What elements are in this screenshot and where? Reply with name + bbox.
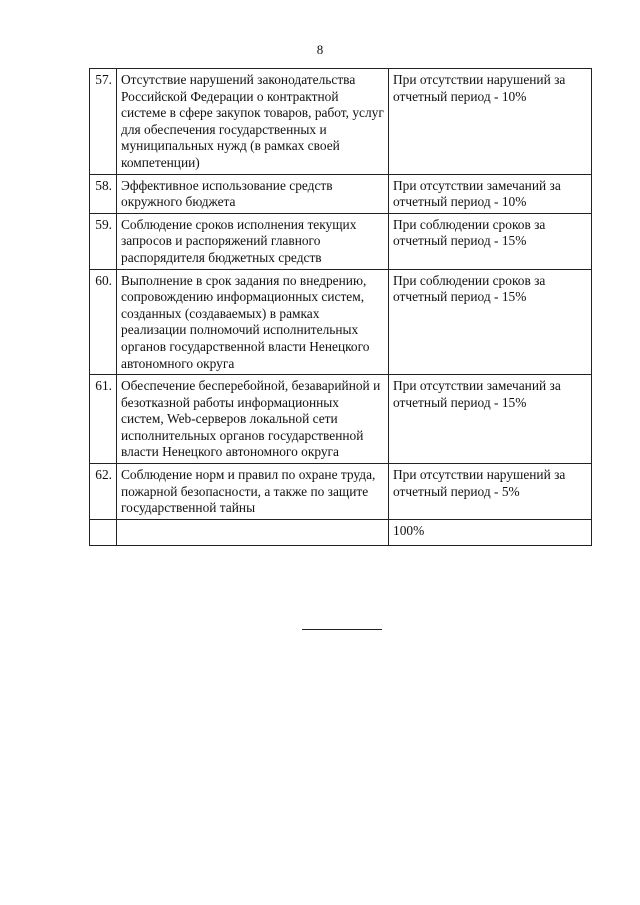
row-number: 58. — [90, 174, 117, 213]
criterion-condition: При отсутствии замечаний за отчетный период - 15% — [389, 375, 592, 464]
row-number: 60. — [90, 269, 117, 375]
table-row — [90, 69, 592, 175]
total-row — [90, 519, 592, 545]
row-number: 59. — [90, 213, 117, 269]
row-number: 61. — [90, 375, 117, 464]
table-row — [90, 375, 592, 464]
criterion-text: Соблюдение сроков исполнения текущих запросов и распоряжений главного распорядителя бюджетных средств — [117, 213, 389, 269]
criterion-condition: При отсутствии замечаний за отчетный период - 10% — [389, 174, 592, 213]
total-value: 100% — [389, 519, 592, 545]
total-text-cell — [117, 519, 389, 545]
criterion-text: Соблюдение норм и правил по охране труда, пожарной безопасности, а также по защите государственной тайны — [117, 464, 389, 520]
table-row — [90, 464, 592, 520]
row-number: 62. — [90, 464, 117, 520]
criteria-table — [89, 68, 592, 546]
criterion-text: Выполнение в срок задания по внедрению, сопровождению информационных систем, созданных (создаваемых) в рамках реализации полномочий исполнительных органов государственной власти Ненецкого автономного округа — [117, 269, 389, 375]
criterion-condition: При соблюдении сроков за отчетный период - 15% — [389, 213, 592, 269]
criterion-condition: При отсутствии нарушений за отчетный период - 10% — [389, 69, 592, 175]
criterion-condition: При отсутствии нарушений за отчетный период - 5% — [389, 464, 592, 520]
table-row — [90, 174, 592, 213]
criterion-condition: При соблюдении сроков за отчетный период - 15% — [389, 269, 592, 375]
table-row — [90, 213, 592, 269]
closing-separator-line — [302, 629, 382, 630]
criterion-text: Обеспечение бесперебойной, безаварийной и безотказной работы информационных систем, Web-серверов локальной сети исполнительных органов государственной власти Ненецкого автономного округа — [117, 375, 389, 464]
row-number: 57. — [90, 69, 117, 175]
criterion-text: Эффективное использование средств окружного бюджета — [117, 174, 389, 213]
total-number-cell — [90, 519, 117, 545]
page-number: 8 — [316, 42, 324, 57]
criterion-text: Отсутствие нарушений законодательства Российской Федерации о контрактной системе в сфере закупок товаров, работ, услуг для обеспечения государственных и муниципальных нужд (в рамках своей компетенции) — [117, 69, 389, 175]
table-row — [90, 269, 592, 375]
